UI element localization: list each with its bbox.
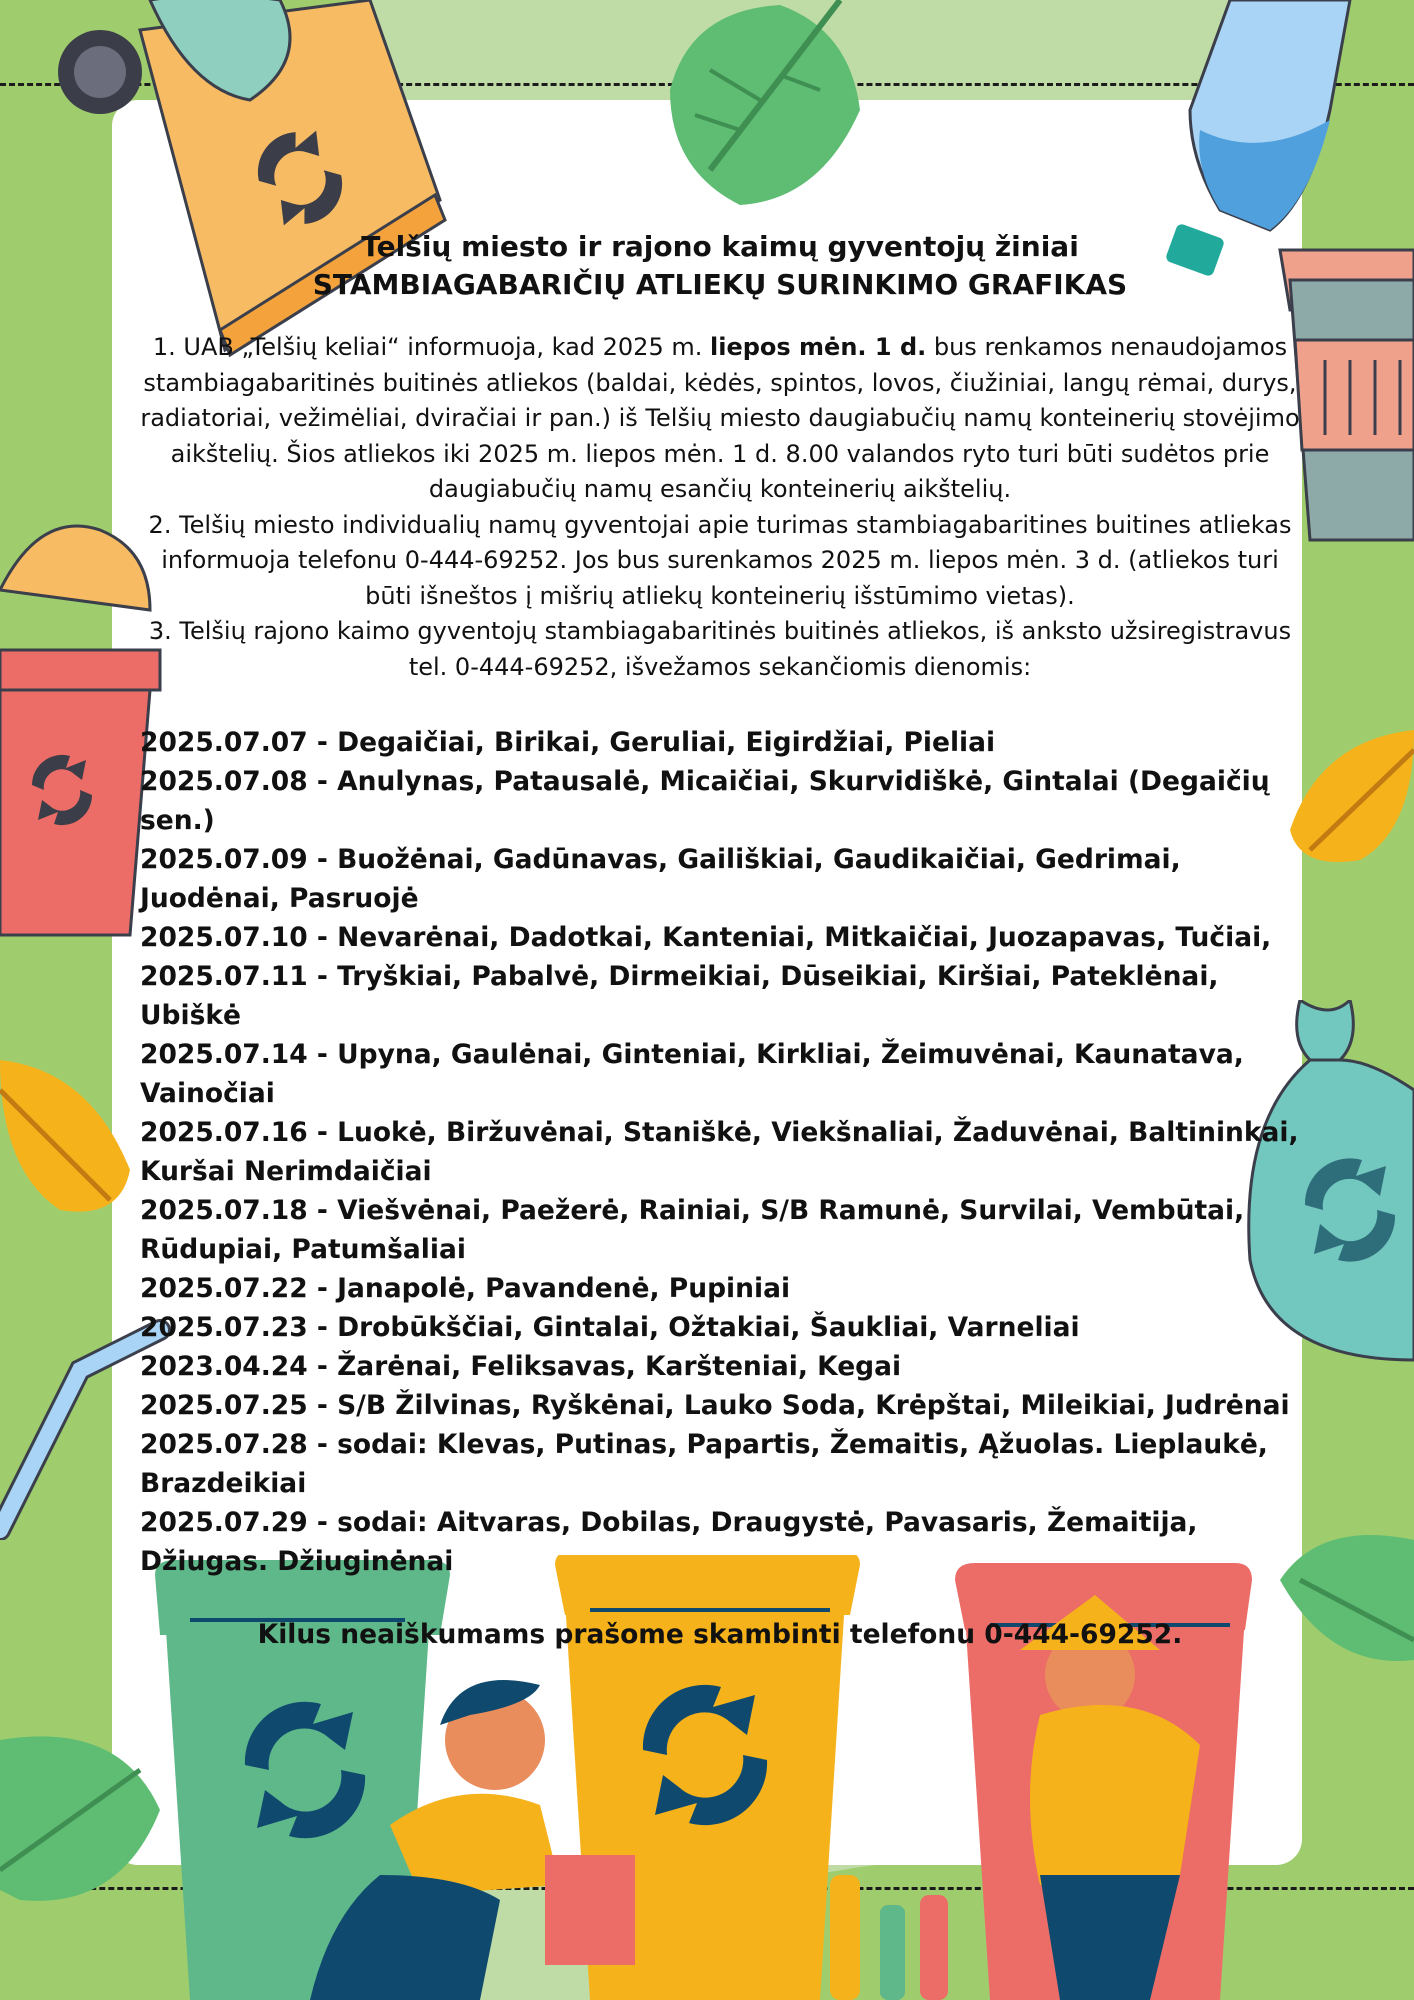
- intro-p1-date: liepos mėn. 1 d.: [710, 333, 927, 361]
- schedule-item: 2025.07.09 - Buožėnai, Gadūnavas, Gailiškiai, Gaudikaičiai, Gedrimai, Juodėnai, Pasruojė: [140, 844, 1181, 914]
- intro-p1-end: bus renkamos nenaudojamos stambiagabaritinės buitinės atliekos (baldai, kėdės, spintos, lovos, čiužiniai, langų rėmai, durys, radiatoriai, vežimėliai, dviračiai ir pan.) iš Telšių miesto daugiabučių namų konteinerių stovėjimo aikštelių. Šios atliekos iki 2025 m. liepos mėn. 1 d. 8.00 valandos ryto turi būti sudėtos prie daugiabučių namų esančių konteinerių aikštelių.: [140, 333, 1300, 503]
- schedule-item: 2025.07.11 - Tryškiai, Pabalvė, Dirmeikiai, Dūseikiai, Kiršiai, Pateklėnai, Ubiškė: [140, 961, 1219, 1031]
- autumn-leaf-icon: [0, 1050, 140, 1220]
- schedule-item: 2025.07.14 - Upyna, Gaulėnai, Ginteniai, Kirkliai, Žeimuvėnai, Kaunatava, Vainočiai: [140, 1039, 1244, 1109]
- notice-title: Telšių miesto ir rajono kaimų gyventojų žiniai: [361, 230, 1079, 263]
- schedule-item: 2025.07.28 - sodai: Klevas, Putinas, Papartis, Žemaitis, Ąžuolas. Lieplaukė, Brazdeikiai: [140, 1429, 1268, 1499]
- schedule-list: [140, 723, 1300, 1581]
- schedule-item: 2025.07.07 - Degaičiai, Birikai, Geruliai, Eigirdžiai, Pieliai: [140, 727, 996, 758]
- schedule-item: 2025.07.16 - Luokė, Biržuvėnai, Staniškė, Viekšnaliai, Žaduvėnai, Baltininkai, Kuršai Nerimdaičiai: [140, 1117, 1299, 1187]
- schedule-item: 2025.07.23 - Drobūkščiai, Gintalai, Ožtakiai, Šaukliai, Varneliai: [140, 1312, 1080, 1343]
- intro-paragraph-3: 3. Telšių rajono kaimo gyventojų stambiagabaritinės buitinės atliekos, iš anksto užsiregistravus tel. 0-444-69252, išvežamos sekančiomis dienomis:: [148, 617, 1292, 681]
- schedule-item: 2023.04.24 - Žarėnai, Feliksavas, Karšteniai, Kegai: [140, 1351, 902, 1382]
- schedule-item: 2025.07.25 - S/B Žilvinas, Ryškėnai, Lauko Soda, Krėpštai, Mileikiai, Judrėnai: [140, 1390, 1290, 1421]
- schedule-item: 2025.07.29 - sodai: Aitvaras, Dobilas, Draugystė, Pavasaris, Žemaitija, Džiugas. Džiuginėnai: [140, 1507, 1198, 1577]
- schedule-item: 2025.07.18 - Viešvėnai, Paežerė, Rainiai, S/B Ramunė, Survilai, Vembūtai, Rūdupiai, Patumšaliai: [140, 1195, 1245, 1265]
- intro-paragraph-2: 2. Telšių miesto individualių namų gyventojai apie turimas stambiagabaritines buitines atliekas informuoja telefonu 0-444-69252. Jos bus surenkamos 2025 m. liepos mėn. 3 d. (atliekos turi būti išneštos į mišrių atliekų konteinerių išstūmimo vietas).: [148, 510, 1292, 610]
- intro-p1-start: 1. UAB „Telšių keliai“ informuoja, kad 2025 m.: [152, 333, 710, 361]
- contact-footer: Kilus neaiškumams prašome skambinti telefonu 0-444-69252.: [257, 1619, 1183, 1650]
- autumn-leaf-icon-right: [1280, 720, 1414, 870]
- schedule-item: 2025.07.22 - Janapolė, Pavandenė, Pupiniai: [140, 1273, 791, 1304]
- intro-paragraph-1: [140, 330, 1300, 508]
- leaf-icon: [650, 0, 870, 210]
- schedule-item: 2025.07.08 - Anulynas, Patausalė, Micaičiai, Skurvidiškė, Gintalai (Degaičių sen.): [140, 766, 1270, 836]
- notice-heading: STAMBIAGABARIČIŲ ATLIEKŲ SURINKIMO GRAFIKAS: [312, 268, 1128, 301]
- schedule-item: 2025.07.10 - Nevarėnai, Dadotkai, Kanteniai, Mitkaičiai, Juozapavas, Tučiai,: [140, 922, 1272, 953]
- notice-content: [140, 228, 1300, 1680]
